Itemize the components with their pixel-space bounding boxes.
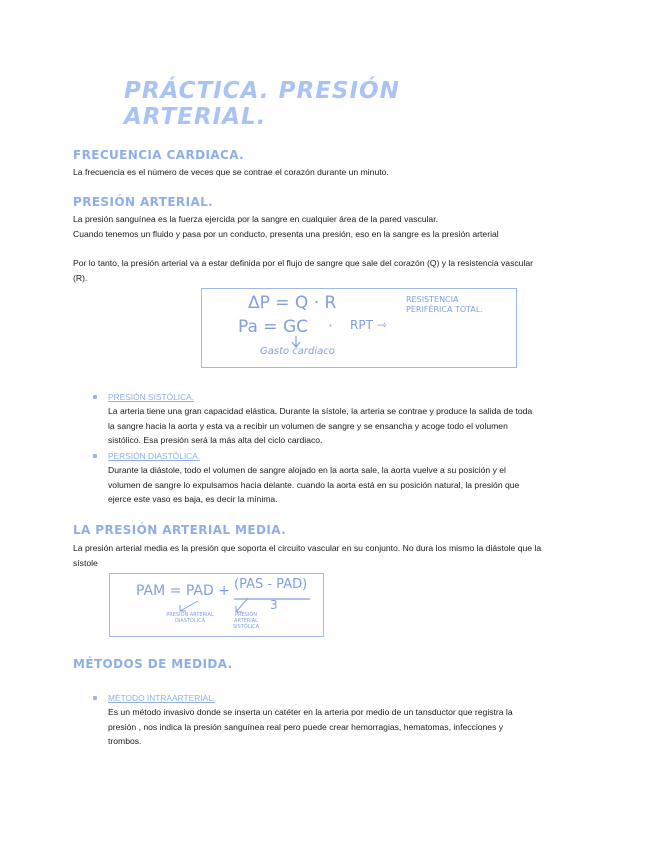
note-gasto-cardiaco: Gasto cardiaco	[260, 346, 335, 357]
heading-presion-media: LA PRESIÓN ARTERIAL MEDIA.	[73, 523, 287, 537]
formula-pam-denominator: 3	[270, 598, 278, 612]
formula-pam-numerator: (PAS - PAD)	[234, 577, 308, 592]
text-intraarterial: Es un método invasivo donde se inserta un catéter en la arteria por medio de un tansductor que registra la presión , nos indica la presión sanguínea real pero puede crear hemorragias, hematomas, infecciones y trombos.	[108, 707, 513, 747]
bullet-sistolica	[93, 392, 102, 401]
formula-rpt: RPT ⇾	[350, 318, 387, 332]
text-frecuencia: La frecuencia es el número de veces que se contrae el corazón durante un minuto.	[73, 167, 389, 177]
formula-box-presion	[201, 288, 517, 368]
heading-intraarterial: MÉTODO INTRAARTERIAL.	[108, 693, 216, 703]
heading-metodos: MÉTODOS DE MEDIDA.	[73, 657, 233, 671]
formula-pam-left: PAM = PAD +	[136, 583, 230, 599]
bullet-intraarterial	[93, 693, 102, 702]
page-title: PRÁCTICA. PRESIÓN ARTERIAL.	[124, 78, 400, 130]
text-presion-2: Cuando tenemos un fluido y pasa por un conducto, presenta una presión, eso en la sangre es la presión arterial	[73, 229, 499, 239]
note-pas: PRESIÓN ARTERIAL SISTÓLICA	[233, 612, 259, 630]
formula-delta-p: ΔP = Q · R	[248, 293, 337, 313]
text-sistolica: La arteria tiene una gran capacidad elástica. Durante la sístole, la arteria se contrae y produce la salida de toda la sangre hacia la aorta y esta va a recibir un volumen de sangre y se ensancha y acoge todo el volumen sistólico. Esa presión será la más alta del ciclo cardiaco.	[108, 406, 533, 446]
formula-dot: ·	[328, 317, 333, 335]
bullet-diastolica	[93, 451, 102, 460]
heading-diastolica: PERSIÓN DIASTÓLICA.	[108, 451, 201, 461]
note-pad: PRESIÓN ARTERIAL DIASTÓLICA	[166, 612, 214, 624]
heading-sistolica: PRESIÓN SISTÓLICA.	[108, 392, 195, 402]
text-diastolica: Durante la diástole, todo el volumen de sangre alojado en la aorta sale, la aorta vuelve a su posición y el volumen de sangre lo expulsamos hacia delante. cuando la aorta está en su posición natural, la presión que ejerce este vaso es baja, es decir la mínima.	[108, 465, 520, 505]
formula-pa-gc: Pa = GC	[238, 317, 309, 337]
heading-frecuencia: FRECUENCIA CARDIACA.	[73, 148, 245, 162]
text-presion-3: Por lo tanto, la presión arterial va a estar definida por el flujo de sangre que sale del corazón (Q) y la resistencia vascular (R).	[73, 258, 534, 283]
formula-box-pam	[109, 573, 324, 637]
arrow-pad-icon	[172, 599, 202, 613]
text-presion-media: La presión arterial media es la presión que soporta el circuito vascular en su conjunto. No dura los mismo la diástole que la sístole	[73, 543, 542, 568]
text-presion-1: La presión sanguínea es la fuerza ejercida por la sangre en cualquier área de la pared vascular.	[73, 214, 438, 224]
heading-presion-arterial: PRESIÓN ARTERIAL.	[73, 195, 214, 209]
note-resistencia: RESISTENCIA PERIFÉRICA TOTAL.	[406, 295, 483, 314]
